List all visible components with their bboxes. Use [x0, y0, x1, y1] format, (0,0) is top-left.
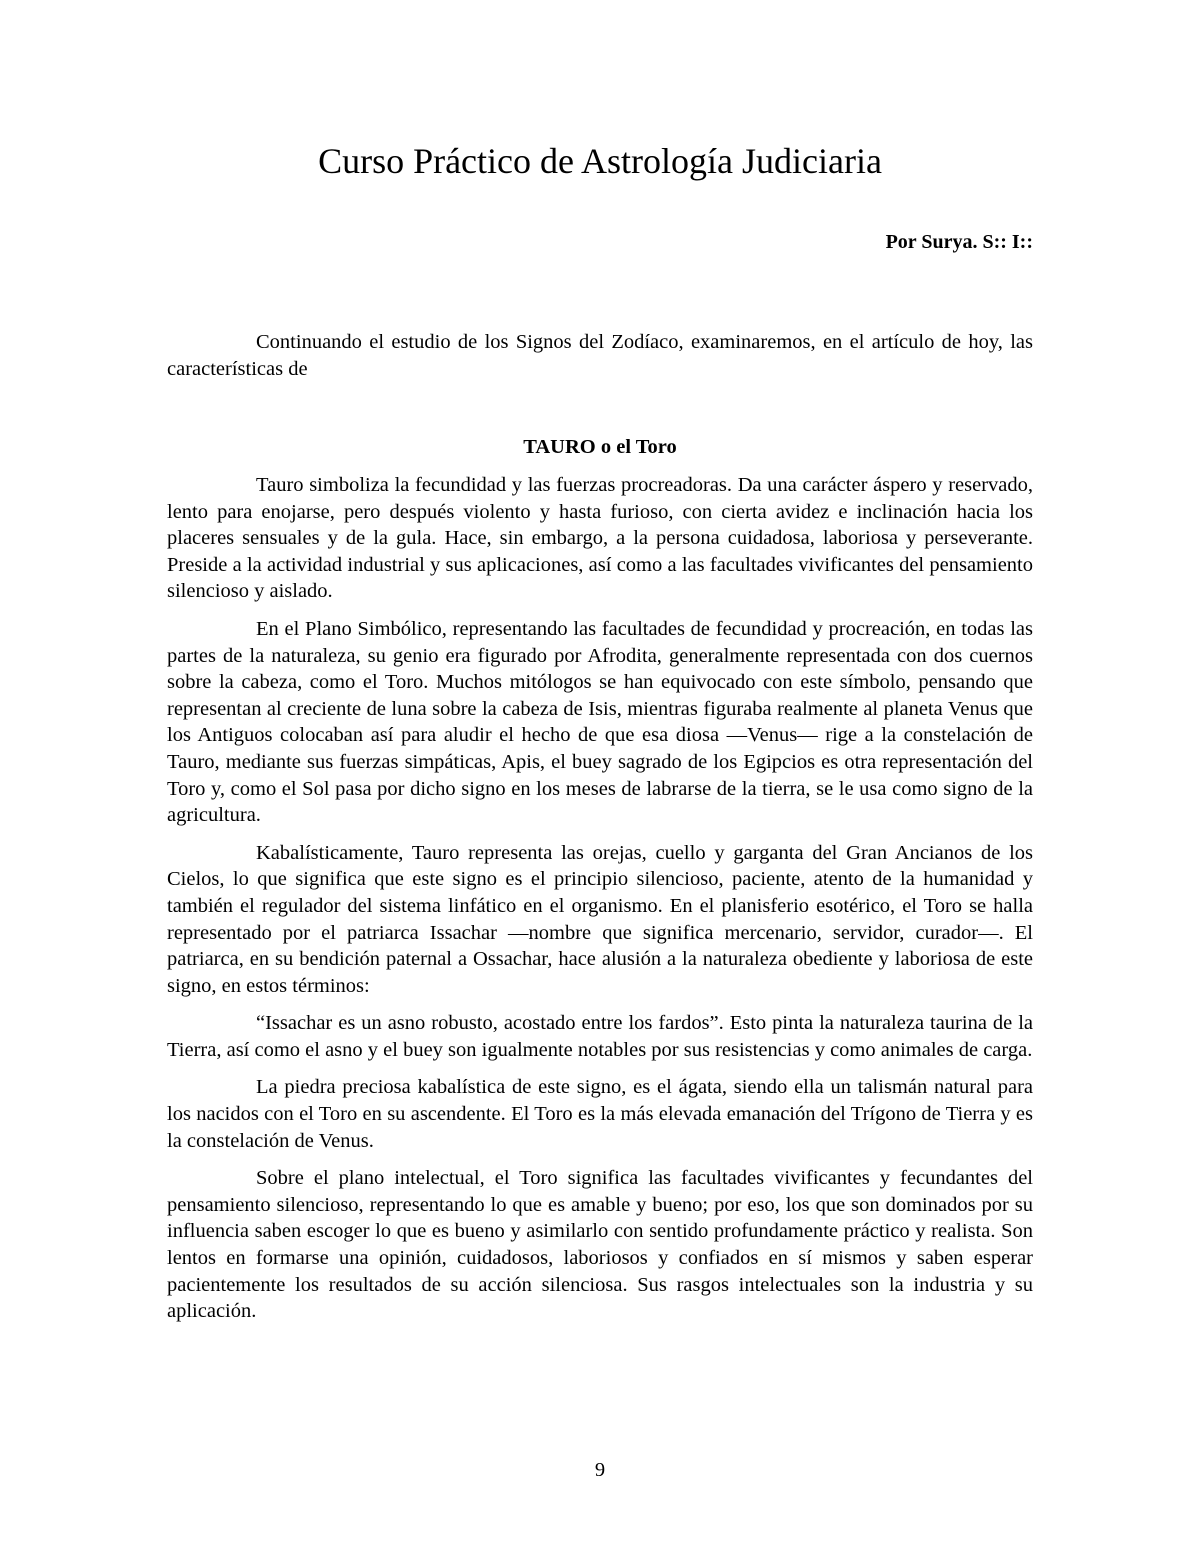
body-paragraph: “Issachar es un asno robusto, acostado entre los fardos”. Esto pinta la naturaleza taurina de la Tierra, así como el asno y el buey son igualmente notables por sus resistencias y como animales de carga. [167, 1012, 1033, 1061]
document-page [167, 0, 1033, 1553]
body-paragraph: Tauro simboliza la fecundidad y las fuerzas procreadoras. Da una carácter áspero y reservado, lento para enojarse, pero después violento y hasta furioso, con cierta avidez e inclinación hacia los placeres sensuales y de la gula. Hace, sin embargo, a la persona cuidadosa, laboriosa y perseverante. Preside a la actividad industrial y sus aplicaciones, así como a las facultades vivificantes del pensamiento silencioso y aislado. [167, 474, 1033, 603]
intro-paragraph: Continuando el estudio de los Signos del Zodíaco, examinaremos, en el artículo de hoy, las características de [167, 331, 1033, 380]
section-heading: TAURO o el Toro [523, 436, 677, 458]
intro-block [167, 329, 1033, 382]
author-byline: Por Surya. S:: I:: [885, 231, 1033, 253]
body-paragraph: Sobre el plano intelectual, el Toro significa las facultades vivificantes y fecundantes del pensamiento silencioso, representando lo que es amable y bueno; por eso, los que son dominados por su influencia saben escoger lo que es bueno y asimilarlo con sentido profundamente práctico y realista. Son lentos en formarse una opinión, cuidadosos, laboriosos y confiados en sí mismos y saben esperar pacientemente los resultados de su acción silenciosa. Sus rasgos intelectuales son la industria y su aplicación. [167, 1167, 1033, 1323]
document-title: Curso Práctico de Astrología Judiciaria [318, 141, 882, 181]
body-paragraph: Kabalísticamente, Tauro representa las orejas, cuello y garganta del Gran Ancianos de los Cielos, lo que significa que este signo es el principio silencioso, paciente, atento de la humanidad y también el regulador del sistema linfático en el organismo. En el planisferio esotérico, el Toro se halla representado por el patriarca Issachar —nombre que significa mercenario, servidor, curador—. El patriarca, en su bendición paternal a Ossachar, hace alusión a la naturaleza obediente y laboriosa de este signo, en estos términos: [167, 841, 1033, 997]
page-number: 9 [594, 1459, 606, 1481]
body-paragraph: En el Plano Simbólico, representando las facultades de fecundidad y procreación, en todas las partes de la naturaleza, su genio era figurado por Afrodita, generalmente representada con dos cuernos sobre la cabeza, como el Toro. Muchos mitólogos se han equivocado con este símbolo, pensando que representan al creciente de luna sobre la cabeza de Isis, mientras figuraba realmente al planeta Venus que los Antiguos colocaban así para aludir el hecho de que esa diosa —Venus— rige a la constelación de Tauro, mediante sus fuerzas simpáticas, Apis, el buey sagrado de los Egipcios es otra representación del Toro y, como el Sol pasa por dicho signo en los meses de labrarse de la tierra, se le usa como signo de la agricultura. [167, 617, 1033, 827]
section-body [167, 472, 1033, 1325]
body-paragraph: La piedra preciosa kabalística de este signo, es el ágata, siendo ella un talismán natural para los nacidos con el Toro en su ascendente. El Toro es la más elevada emanación del Trígono de Tierra y es la constelación de Venus. [167, 1076, 1033, 1152]
